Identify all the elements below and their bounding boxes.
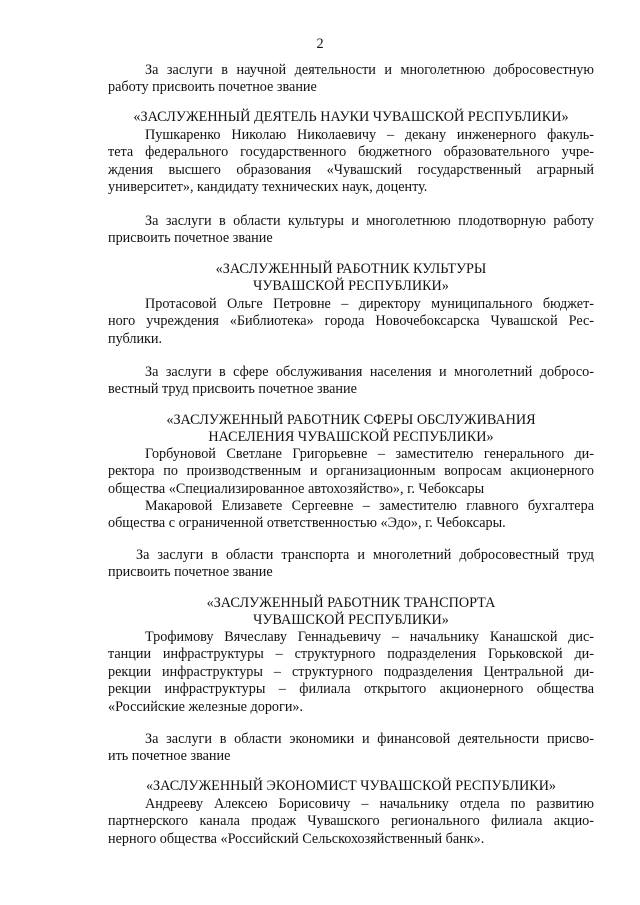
section-intro-economy: За заслуги в области экономики и финансовой деятельности присво- ить почетное звание — [108, 731, 594, 765]
award-title-culture: «ЗАСЛУЖЕННЫЙ РАБОТНИК КУЛЬТУРЫ ЧУВАШСКОЙ РЕСПУБЛИКИ» — [215, 261, 487, 295]
awardee-protasova: Протасовой Ольге Петровне – директору муниципального бюджет- ного учреждения «Библиотека» города Новочебоксарска Чувашской Рес- публики. — [108, 296, 594, 347]
awardee-gorbunova: Горбуновой Светлане Григорьевне – заместителю генерального ди- ректора по производственным и организационным вопросам акционерного общества «Специализированное автохозяйство», г. Чебоксары — [108, 446, 594, 497]
section-intro-science: За заслуги в научной деятельности и многолетнюю добросовестную работу присвоить почетное звание — [108, 62, 594, 96]
awardee-makarova: Макаровой Елизавете Сергеевне – заместителю главного бухгалтера общества с ограниченной ответственностью «Эдо», г. Чебоксары. — [108, 498, 594, 532]
page-number: 2 — [316, 36, 324, 52]
awardee-trofimov: Трофимову Вячеславу Геннадьевичу – начальнику Канашской дис- танции инфраструктуры – структурного подразделения Горьковской ди- рекции инфраструктуры – структурного подразделения Центральной ди- рекции инфраструктуры – филиала открытого акционерного общества «Российские железные дороги». — [108, 629, 594, 715]
award-title-transport: «ЗАСЛУЖЕННЫЙ РАБОТНИК ТРАНСПОРТА ЧУВАШСКОЙ РЕСПУБЛИКИ» — [206, 595, 496, 629]
award-title-services: «ЗАСЛУЖЕННЫЙ РАБОТНИК СФЕРЫ ОБСЛУЖИВАНИЯ НАСЕЛЕНИЯ ЧУВАШСКОЙ РЕСПУБЛИКИ» — [166, 412, 536, 446]
section-intro-transport: За заслуги в области транспорта и многолетний добросовестный труд присвоить почетное звание — [108, 547, 594, 581]
awardee-pushkarenko: Пушкаренко Николаю Николаевичу – декану инженерного факуль- тета федерального государственного бюджетного образовательного учре- ждения высшего образования «Чувашский государственный аграрный университет», кандидату технических наук, доценту. — [108, 127, 594, 196]
section-intro-services: За заслуги в сфере обслуживания населения и многолетний добросо- вестный труд присвоить почетное звание — [108, 364, 594, 398]
award-title-science: «ЗАСЛУЖЕННЫЙ ДЕЯТЕЛЬ НАУКИ ЧУВАШСКОЙ РЕСПУБЛИКИ» — [133, 109, 569, 125]
section-intro-culture: За заслуги в области культуры и многолетнюю плодотворную работу присвоить почетное звание — [108, 213, 594, 247]
awardee-andreev: Андрееву Алексею Борисовичу – начальнику отдела по развитию партнерского канала продаж Чувашского регионального филиала акцио- нерного общества «Российский Сельскохозяйственный банк». — [108, 796, 594, 847]
award-title-economy: «ЗАСЛУЖЕННЫЙ ЭКОНОМИСТ ЧУВАШСКОЙ РЕСПУБЛИКИ» — [145, 778, 557, 794]
